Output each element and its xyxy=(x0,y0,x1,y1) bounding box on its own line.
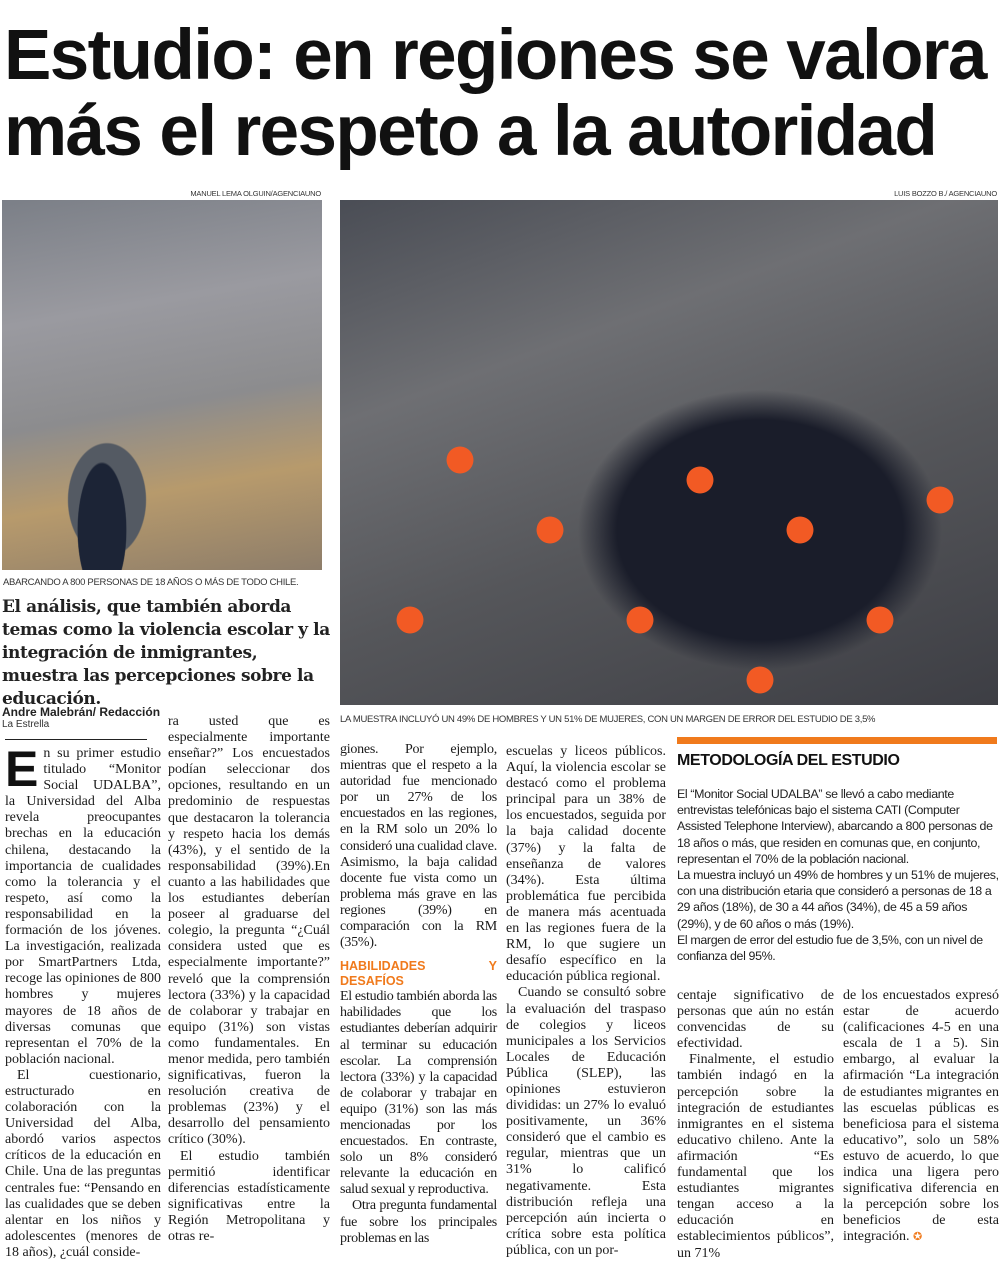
photo2-credit: LUIS BOZZO B./ AGENCIAUNO xyxy=(894,189,997,198)
article-column-4 xyxy=(506,744,666,1258)
article-column-1 xyxy=(5,741,161,1260)
drop-cap: E xyxy=(5,741,39,797)
sidebar-paragraph: El “Monitor Social UDALBA” se llevó a cabo mediante entrevistas telefónicas bajo el sistema CATI (Computer Assisted Telephone Interview), abarcando a 800 personas de 18 años o más, que residen en comunas que, en conjunto, representan el 70% de la población nacional. xyxy=(677,787,993,866)
sidebar-accent-bar xyxy=(677,737,997,744)
paragraph: Otra pregunta fundamental fue sobre los principales problemas en las xyxy=(340,1198,497,1246)
paragraph: n su primer estudio titulado “Monitor Social UDALBA”, la Universidad del Alba revela preocupantes brechas en la educación chilena, destacando la importancia de cualidades como la tolerancia y el respeto, así como la responsabilidad en la formación de los jóvenes. La investigación, realizada por SmartPartners Ltda, recoge las opiniones de 800 hombres y mujeres mayores de 18 años de diversas comunas que representan el 70% de la población nacional. xyxy=(5,746,161,1067)
article-column-6 xyxy=(843,988,999,1245)
paragraph: giones. Por ejemplo, mientras que el respeto a la autoridad fue mencionado por un 27% de los encuestados en las regiones, en la RM solo un 20% lo consideró una cualidad clave. Asimismo, la baja calidad docente fue vista como un problema más grave en las regiones (39%) en comparación con la RM (35%). xyxy=(340,742,497,951)
sidebar-paragraph: El margen de error del estudio fue de 3,5%, con un nivel de confianza del 95%. xyxy=(677,932,983,964)
headline-line-1: Estudio: en regiones se valora xyxy=(4,16,986,95)
paragraph: Finalmente, el estudio también indagó en la percepción sobre la integración de estudiantes inmigrantes en el sistema educativo chileno. Ante la afirmación “Es fundamental que los estudiantes migrantes tengan acceso a la educación en establecimientos públicos”, un 71% xyxy=(677,1052,834,1261)
photo-students-seated-in-orange-chairs xyxy=(340,200,998,705)
section-subhead: HABILIDADES Y DESAFÍOS xyxy=(340,959,497,989)
deck-subtitle: El análisis, que también aborda temas como la violencia escolar y la integración de inmigrantes, muestra las percepciones sobre la educación. xyxy=(2,597,330,709)
byline-source: La Estrella xyxy=(2,719,50,730)
paragraph: El cuestionario, estructurado en colaboración con la Universidad del Alba, abordó varios aspectos críticos de la educación en Chile. Una de las preguntas centrales fue: “Pensando en las cualidades que se deben alentar en los niños y adolescentes (menores de 18 años), ¿cuál conside- xyxy=(5,1067,161,1260)
end-mark-icon: ✪ xyxy=(912,1230,923,1244)
headline-line-2: más el respeto a la autoridad xyxy=(4,92,937,171)
photo2-caption: LA MUESTRA INCLUYÓ UN 49% DE HOMBRES Y UN 51% DE MUJERES, CON UN MARGEN DE ERROR DEL ESTUDIO DE 3,5% xyxy=(340,714,876,725)
article-column-3 xyxy=(340,742,497,1247)
byline-divider xyxy=(5,739,147,740)
sidebar-methodology xyxy=(677,786,999,964)
byline-author: Andre Malebrán/ Redacción xyxy=(2,705,161,719)
photo-father-and-child-walking xyxy=(2,200,322,570)
photo1-credit: MANUEL LEMA OLGUIN/AGENCIAUNO xyxy=(190,189,321,198)
sidebar-title: METODOLOGÍA DEL ESTUDIO xyxy=(677,752,900,769)
headline xyxy=(4,18,1000,170)
paragraph: ra usted que es especialmente importante enseñar?” Los encuestados podían seleccionar dos opciones, resultando en un predominio de respuestas que destacaron la tolerancia y respeto hacia los demás (43%), y el sentido de la responsabilidad (39%).En cuanto a las habilidades que los estudiantes deberían poseer al graduarse del colegio, la pregunta “¿Cuál considera usted que es especialmente importante?” reveló que la comprensión lectora (33%) y la capacidad de colaborar y trabajar en equipo (31%) son vistas como fundamentales. En menor medida, pero también significativas, fueron la resolución creativa de problemas (23%) y el desarrollo del pensamiento crítico (30%). xyxy=(168,714,330,1148)
paragraph: Cuando se consultó sobre la evaluación del traspaso de colegios y liceos municipales a los Servicios Locales de Educación Pública (SLEP), las opiniones estuvieron divididas: un 27% lo evaluó positivamente, un 36% consideró que el cambio es regular, mientras que un 31% lo calificó negativamente. Esta distribución refleja una percepción aún incierta o crítica sobre esta política pública, con un por- xyxy=(506,985,666,1258)
paragraph: escuelas y liceos públicos. Aquí, la violencia escolar se destacó como el problema principal para un 38% de los encuestados, seguida por la baja calidad docente (37%) y la falta de enseñanza de valores (34%). Esta última problemática fue percibida de manera más acentuada en las regiones fuera de la RM, lo que sugiere un desafío específico en la educación pública regional. xyxy=(506,744,666,985)
article-column-2 xyxy=(168,714,330,1244)
paragraph: El estudio también permitió identificar diferencias estadísticamente significativas entre la Región Metropolitana y otras re- xyxy=(168,1148,330,1244)
paragraph: El estudio también aborda las habilidades que los estudiantes deberían adquirir al terminar su educación escolar. La comprensión lectora (33%) y la capacidad de colaborar y trabajar en equipo (31%) son las más mencionadas por los encuestados. En contraste, solo un 8% consideró relevante la educación en salud sexual y reproductiva. xyxy=(340,989,497,1198)
sidebar-paragraph: La muestra incluyó un 49% de hombres y un 51% de mujeres, con una distribución etaria que consideró a personas de 18 a 29 años (18%), de 30 a 44 años (34%), de 45 a 59 años (29%), y de 60 años o más (19%). xyxy=(677,868,999,931)
photo1-caption: ABARCANDO A 800 PERSONAS DE 18 AÑOS O MÁS DE TODO CHILE. xyxy=(3,577,299,588)
article-column-5 xyxy=(677,988,834,1261)
paragraph: de los encuestados expresó estar de acuerdo (calificaciones 4-5 en una escala de 1 a 5). Sin embargo, al evaluar la afirmación “La integración de estudiantes migrantes en las escuelas públicas es beneficiosa para el sistema educativo”, solo un 58% estuvo de acuerdo, lo que indica una ligera pero significativa diferencia en la percepción sobre los beneficios de esta integración. xyxy=(843,988,999,1245)
paragraph: centaje significativo de personas que aún no están convencidas de su efectividad. xyxy=(677,988,834,1052)
